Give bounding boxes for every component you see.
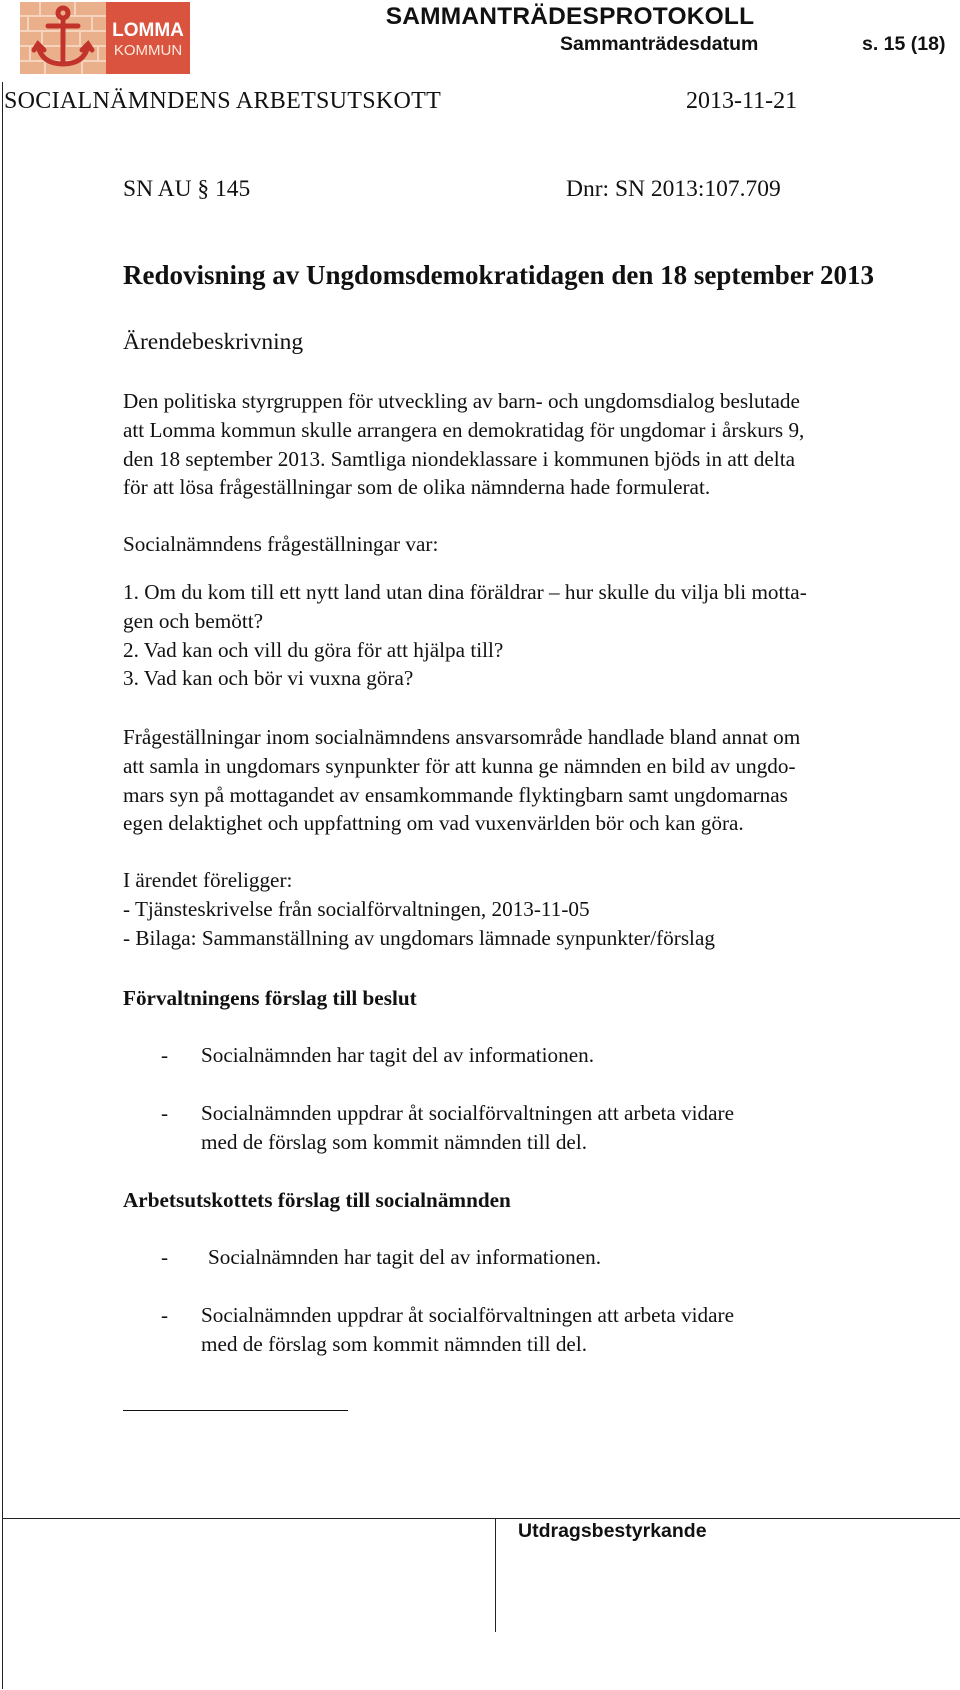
left-margin-rule	[2, 82, 3, 1689]
questions-list	[123, 578, 943, 693]
lomma-kommun-logo	[20, 2, 190, 74]
case-title: Redovisning av Ungdomsdemokratidagen den 18 september 2013	[123, 260, 875, 290]
description-line: Den politiska styrgruppen för utveckling av barn- och ungdomsdialog beslutade	[123, 389, 800, 413]
documents-list	[123, 866, 943, 952]
logo-graphic	[20, 2, 190, 74]
admin-proposal-item-1: Socialnämnden har tagit del av informationen.	[201, 1043, 595, 1067]
admin-proposal-heading: Förvaltningens förslag till beslut	[123, 986, 417, 1010]
case-dnr: Dnr: SN 2013:107.709	[566, 176, 781, 202]
committee-proposal-item-2-line: med de förslag som kommit nämnden till del.	[201, 1331, 588, 1356]
question-line: 2. Vad kan och vill du göra för att hjälpa till?	[123, 637, 504, 662]
committee-name: SOCIALNÄMNDENS ARBETSUTSKOTT	[4, 88, 442, 114]
summary-line: egen delaktighet och uppfattning om vad vuxenvärlden bör och kan göra.	[123, 811, 744, 836]
committee-proposal-item-2	[201, 1301, 734, 1359]
description-heading: Ärendebeskrivning	[123, 329, 304, 355]
summary-line: mars syn på mottagandet av ensamkommande flyktingbarn samt ungdomarnas	[123, 782, 788, 807]
footer-divider	[495, 1518, 496, 1632]
meeting-date-label: Sammanträdesdatum	[560, 33, 759, 55]
questions-intro: Socialnämndens frågeställningar var:	[123, 532, 439, 556]
documents-intro: I ärendet föreligger:	[123, 868, 293, 892]
footer-rule	[2, 1518, 960, 1519]
question-line: gen och bemött?	[123, 608, 264, 633]
summary-text	[123, 723, 943, 838]
certification-label: Utdragsbestyrkande	[518, 1520, 707, 1542]
question-line: 3. Vad kan och bör vi vuxna göra?	[123, 666, 414, 691]
case-paragraph: SN AU § 145	[123, 176, 251, 202]
page-number: s. 15 (18)	[862, 33, 946, 55]
logo-text-bottom: KOMMUN	[113, 42, 183, 59]
description-line: att Lomma kommun skulle arrangera en demokratidag för ungdomar i årskurs 9,	[123, 417, 805, 442]
summary-line: Frågeställningar inom socialnämndens ansvarsområde handlade bland annat om	[123, 725, 801, 749]
question-line: 1. Om du kom till ett nytt land utan dina föräldrar – hur skulle du vilja bli motta-	[123, 580, 807, 604]
committee-proposal-heading: Arbetsutskottets förslag till socialnämnden	[123, 1188, 511, 1212]
committee-proposal-item-1: Socialnämnden har tagit del av informationen.	[208, 1245, 602, 1269]
admin-proposal-dash-1: -	[161, 1043, 169, 1067]
committee-proposal-item-2-line: Socialnämnden uppdrar åt socialförvaltningen att arbeta vidare	[201, 1303, 735, 1327]
document-item: - Tjänsteskrivelse från socialförvaltningen, 2013-11-05	[123, 896, 590, 921]
document-type-title: SAMMANTRÄDESPROTOKOLL	[385, 3, 755, 30]
meeting-date: 2013-11-21	[686, 88, 798, 114]
committee-proposal-dash-1: -	[161, 1245, 169, 1269]
admin-proposal-item-2	[201, 1099, 734, 1157]
committee-proposal-dash-2: -	[161, 1303, 169, 1327]
summary-line: att samla in ungdomars synpunkter för att kunna ge nämnden en bild av ungdo-	[123, 753, 796, 778]
admin-proposal-item-2-line: Socialnämnden uppdrar åt socialförvaltningen att arbeta vidare	[201, 1101, 735, 1125]
admin-proposal-item-2-line: med de förslag som kommit nämnden till del.	[201, 1129, 588, 1154]
description-line: för att lösa frågeställningar som de olika nämnderna hade formulerat.	[123, 475, 711, 500]
logo-text-top: LOMMA	[112, 20, 184, 41]
document-item: - Bilaga: Sammanställning av ungdomars lämnade synpunkter/förslag	[123, 925, 715, 950]
description-line: den 18 september 2013. Samtliga niondeklassare i kommunen bjöds in att delta	[123, 446, 795, 471]
description-text	[123, 387, 943, 502]
admin-proposal-dash-2: -	[161, 1101, 169, 1125]
signature-line	[123, 1410, 348, 1411]
